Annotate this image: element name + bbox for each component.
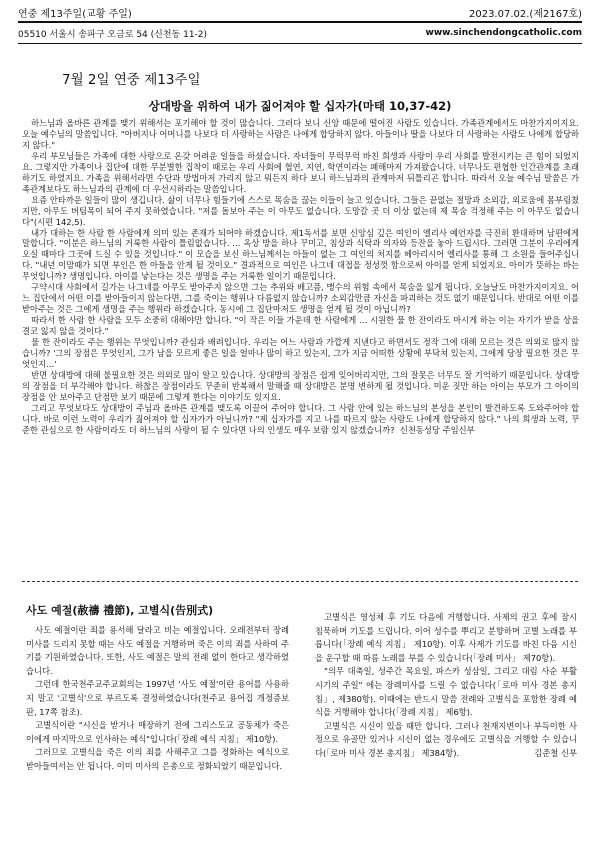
funeral-section-title: 사도 예절(赦禱 禮節), 고별식(告別式) bbox=[26, 604, 214, 617]
parish-website: www.sinchendongcatholic.com bbox=[425, 28, 582, 38]
sermon-paragraph: 물 한 잔이라도 주는 행위는 무엇입니까? 관심과 배려입니다. 우리는 어느 사람과 가깝게 지낸다고 하면서도 정작 그에 대해 모르는 것은 의외로 많지 않습니까? '그의 장점은 무엇인지, 그가 남을 모르게 좋은 일을 얼마나 많이 하고 있는지, 그가 지금 어떠한 상황에 부닥쳐 있는지, 그에게 당장 필요한 것은 무엇인지…' bbox=[22, 337, 579, 369]
address-bar bbox=[18, 26, 582, 40]
sermon-paragraph: 구약시대 사회에서 길가는 나그네를 아무도 받아주지 않으면 그는 추위와 배고픔, 맹수의 위험 속에서 목숨을 잃게 됩니다. 오늘날도 마찬가지이지요. 어느 집단에서 어떤 이를 받아들이지 않는다면, 그를 죽이는 행위나 다름없지 않습니까? 소외감만큼 자신을 파괴하는 것도 없기 때문입니다. 반대로 어떤 이를 받아주는 것은 그에게 생명을 주는 행위라 하겠습니다. 동시에 그 집단마저도 생명을 얻게 될 것이 아닙니까? bbox=[22, 282, 579, 315]
sermon-paragraph: 요즘 안타까운 일들이 많이 생깁니다. 삶이 너무나 힘들기에 스스로 목숨을 끊는 이들이 늘고 있습니다. 그들은 끝없는 절망과 소외감, 외로움에 몸부림쳤지만, 아무도 버팀목이 되어 주지 못하였습니다. "저를 돌보아 주는 이 아무도 없습니다. 도망갈 곳 더 이상 없는데 제 목숨 걱정해 주는 이 아무도 없습니다"(시편 142,5). bbox=[22, 194, 579, 227]
sermon-paragraph: 반면 상대방에 대해 불필요한 것은 의외로 많이 알고 있습니다. 상대방의 장점은 쉽게 잊어버리지만, 그의 잘못은 너무도 잘 기억하기 때문입니다. 상대방의 장점을 더 부각해야 합니다. 하찮은 장점이라도 꾸준히 반복해서 말해줄 때 상대방은 분명 변하게 될 것입니다. 미운 짓만 하는 아이는 부모가 그 아이의 장점을 안 보아주고 단점만 보기 때문에 그렇게 한다는 이야기도 있지요. bbox=[22, 369, 579, 402]
funeral-signature: 김준철 신부 bbox=[534, 747, 577, 758]
funeral-paragraph: 그러므로 고별식을 죽은 이의 죄를 사해주고 그를 정화하는 예식으로 받아들여서는 안 됩니다. 이미 미사의 은총으로 정화되었기 때문입니다. bbox=[26, 747, 289, 771]
funeral-paragraph: 사도 예절이란 죄를 용서해 달라고 비는 예절입니다. 오래전부터 장례 미사를 드리지 못할 때는 사도 예절을 거행하며 죽은 이의 죄를 사하여 주기를 기원하였습니다. 또한, 사도 예절은 말의 전례 없이 한다고 생각하였습니다. bbox=[26, 625, 289, 676]
sermon-title: 상대방을 위하여 내가 짊어져야 할 십자가(마태 10,37-42) bbox=[148, 99, 452, 113]
address-divider bbox=[18, 43, 582, 44]
issue-title: 연중 제13주일(교황 주일) bbox=[18, 8, 132, 20]
section-divider bbox=[22, 581, 578, 582]
sermon-body bbox=[22, 118, 579, 436]
funeral-paragraph: "의무 대축일, 성주간 목요일, 파스카 성삼일, 그리고 대림 사순 부활 시기의 주일" 에는 장례미사를 드릴 수 없습니다(「로마 미사 경본 총지침」, 제380항). 이때에는 반드시 말씀 전례와 고별식을 포함한 장례 예식을 거행해야 합니다(「장례 지침」 제6항). bbox=[315, 666, 577, 718]
sermon-paragraph: 우리 부모님들은 가족에 대한 사랑으로 온갖 어려운 일들을 하셨습니다. 자녀들이 무럭무럭 바친 희생과 사랑이 우리 사회를 발전시키는 큰 힘이 되었지요. 그렇지만 가족이나 집단에 대한 무분별한 집착이 때로는 우리 사회에 혈연, 지연, 학연이라는 폐해마저 가져왔습니다. 너무나도 편협한 인간관계를 초래하기도 하였지요. 가족을 위해서라면 수단과 방법마저 가리지 않고 뭐든지 하다 보니 하느님과의 관계마저 뒤틀리곤 합니다. 따라서 오늘 예수님 말씀은 가족관계보다도 하느님과의 관계에 더 우선시하라는 말씀입니다. bbox=[22, 150, 579, 194]
sermon-paragraph: 따라서 한 사람 한 사람을 모두 소중히 대해야만 합니다. "이 작은 이들 가운데 한 사람에게 … 시원한 물 한 잔이라도 마시게 하는 이는 자기가 받을 상을 결코 잃지 않을 것이다." bbox=[22, 315, 580, 337]
funeral-paragraph: 고별식이란 "시신을 받거나 매장하기 전에 그리스도교 공동체가 죽은 이에게 마지막으로 인사하는 예식"입니다(「장례 예식 지침」 제10항). bbox=[26, 720, 289, 744]
sermon-paragraph bbox=[22, 403, 579, 436]
sermon-paragraph: 하느님과 올바른 관계를 맺기 위해서는 포기해야 할 것이 많습니다. 그러다 보니 신앙 때문에 떨어진 사람도 있습니다. 가족관계에서도 마찬가지이지요. 오늘 예수님의 말씀입니다. "아버지나 어머니를 나보다 더 사랑하는 사람은 나에게 합당하지 않다. 아들이나 딸을 나보다 더 사랑하는 사람도 나에게 합당하지 않다." bbox=[22, 118, 579, 150]
funeral-column-left bbox=[26, 624, 289, 774]
sermon-paragraph-text: 그리고 무엇보다도 상대방이 주님과 올바른 관계를 맺도록 이끌어 주어야 합니다. 그 사람 안에 있는 하느님의 본성을 본인이 발견하도록 도와주어야 합니다. 바로 이런 노력이 우리가 짊어져야 할 십자가가 아닐니까? "제 십자가를 지고 나를 따르지 않는 사람도 나에게 합당하지 않다." 나의 희생과 노력, 꾸준한 관심으로 한 사람이라도 더 하느님의 사랑이 될 수 있다면 나의 인생도 매우 보람 있지 않겠습니까? bbox=[22, 402, 579, 435]
sermon-paragraph: 내가 대하는 한 사람 한 사람에게 의미 있는 존재가 되어야 하겠습니다. 제1독서를 보면 신앙심 깊은 여인이 엘리사 예언자를 극진히 환대하며 남편에게 말합니다. "이분은 하느님의 거룩한 사람이 틀림없습니다. … 옥상 방을 하나 꾸미고, 침상과 식탁과 의자와 등잔을 놓아 드립시다. 그러면 그분이 우리에게 오실 때마다 그곳에 드실 수 있을 것입니다." 이 모습을 보신 하느님께서는 아들이 없는 그 여인의 처지를 헤아리시어 엘리사를 통해 그 소원을 들어주십니다. "내년 이맘때가 되면 부인은 한 아들을 안게 될 것이오." 결과적으로 여인은 나그네 대접을 정성껏 함으로써 아이를 얻게 되었지요. 아이가 뜻하는 바는 무엇입니까? 생명입니다. 아이를 낳는다는 것은 생명을 주는 거룩한 일이기 때문입니다. bbox=[22, 227, 579, 282]
funeral-paragraph bbox=[315, 720, 577, 761]
funeral-paragraph-text: 고별식은 시신이 있을 때만 합니다. 그러나 천재지변이나 부득이한 사정으로 유골만 있거나 시신이 없는 경우에도 고별식을 거행할 수 있습니다(「로마 미사 경본 총지침」 제384항). bbox=[315, 720, 577, 758]
sermon-heading: 7월 2일 연중 제13주일 bbox=[62, 72, 201, 88]
masthead bbox=[18, 5, 582, 19]
funeral-column-right bbox=[315, 611, 577, 761]
sermon-signature: 신천동성당 주임신부 bbox=[399, 424, 475, 435]
parish-address: 05510 서울시 송파구 오금로 54 (신천동 11-2) bbox=[18, 29, 208, 40]
funeral-paragraph: 그런데 한국천주교주교회의는 1997년 '사도 예절'이란 용어를 사용하지 말고 '고별식'으로 부르도록 결정하였습니다(천주교 용어집 개정증보판, 17쪽 참조). bbox=[26, 679, 289, 717]
funeral-paragraph: 고별식은 영성체 후 기도 다음에 거행합니다. 사제의 권고 후에 잠시 침묵하며 기도를 드립니다. 이어 성수를 뿌리고 분향하며 고별 노래를 부릅니다(「장례 예식 지침」 제10항). 이후 사제가 기도를 바친 다음 시신을 운구할 때 따름 노래를 부를 수 있습니다(「장례 미사」 제70항). bbox=[315, 612, 577, 663]
issue-date: 2023.07.02.(제2167호) bbox=[468, 8, 582, 20]
masthead-divider bbox=[18, 21, 582, 23]
